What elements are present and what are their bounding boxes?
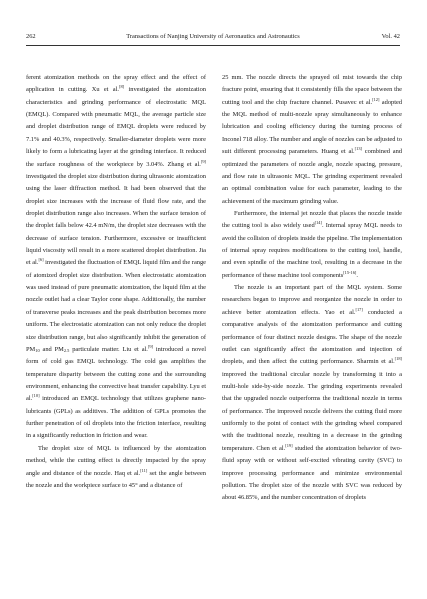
text-run: conducted a comparative analysis of the atomization performance and cutting performance of four distinct nozzle designs. The shape of the nozzle outlet can significantly affect the atomization and injection of droplets, and then affect the cutting performance. Sharmin et al. xyxy=(222,308,403,366)
text-run: introduced an EMQL technology that utilizes graphene nano-lubricants (GPLs) as additives. The addition of GPLs promotes the further penetration of oil droplets into the friction interface, resulting in a significantly reduction in friction and wear. xyxy=(26,395,206,440)
text-run: ferent atomization methods on the spray effect and the effect of application in cutting. Xu et al. xyxy=(26,74,206,94)
text-run: . Internal spray MQL needs to avoid the collision of droplets inside the pipeline. The implementation of internal spray requires modifications to the cutting tool, handle, and even spindle of the machine tool, resulting in a decrease in the performance of these machine tool components xyxy=(222,222,402,279)
text-run: The droplet size of MQL is influenced by the atomization method, while the cutting effect is directly impacted by the spray angle and distance of the nozzle. Haq et al. xyxy=(26,444,206,477)
citation: [9] xyxy=(147,344,154,350)
subscript: 10 xyxy=(35,348,40,354)
citation: [6] xyxy=(38,257,44,263)
left-column xyxy=(26,72,206,492)
right-column xyxy=(222,72,402,505)
text-run: combined and optimized the parameters of nozzle angle, nozzle spacing, pressure, and flow rate in ultrasonic MQL. The grinding experiment revealed an optimal combination value for each parameter, leading to the achievement of the maximum grinding value. xyxy=(222,148,403,205)
citation: [18] xyxy=(394,356,402,362)
text-run: . xyxy=(356,271,358,279)
citation: [9] xyxy=(200,158,206,164)
citation: [14] xyxy=(314,220,322,226)
citation: [10] xyxy=(32,393,40,399)
citation: [11] xyxy=(140,467,148,473)
text-run: investigated the droplet size distribution during ultrasonic atomization using the laser diffraction method. It had been observed that the droplet size increases with the increase of fluid flow rate, and the droplet distribution range also increases. When the surface tension of the droplet falls below 42.4 mN/m, the droplet size decreases with the decrease of surface tension. Furthermore, excessive or insufficient liquid viscosity will result in a more scattered droplet distribution. Jia et al. xyxy=(26,172,206,267)
paragraph xyxy=(26,72,206,443)
text-run: 25 mm. The nozzle directs the sprayed oil mist towards the chip fracture point, ensuring that it consistently fills the space between the cutting tool and the chip fracture channel. Pusavec et al. xyxy=(222,74,402,106)
paragraph xyxy=(222,208,402,282)
paragraph xyxy=(222,72,402,208)
text-run: studied the atomization behavior of two-fluid spray with or without self-excited vibrating cavity (SVC) to improve processing performance and minimize environmental pollution. The droplet size of the nozzle with SVC was reduced by about 46.85%, and the number concentration of droplets xyxy=(222,444,403,502)
text-run: improved the traditional circular nozzle by transforming it into a multi-hole side-by-side nozzle. The grinding experiments revealed that the upgraded nozzle outperforms the traditional nozzle in terms of performance. The improved nozzle delivers the cutting fluid more uniformly to the point of contact with the grinding wheel compared with the traditional nozzle, resulting in a decrease in the grinding temperature. Chen et al. xyxy=(222,370,402,452)
text-run: investigated the atomization characteristics and grinding performance of electrostatic MQL (EMQL). Compared with pneumatic MQL, the average particle size and droplet distribution range of EMQL droplets were reduced by 7.1% and 40.3%, respectively. Smaller-diameter droplets were more likely to form a lubricating layer at the grinding interface. It reduced the surface roughness of the workpiece by 3.04%. Zhang et al. xyxy=(26,86,206,168)
text-run: particulate matter. Liu et al. xyxy=(69,345,148,353)
paragraph xyxy=(222,282,402,504)
text-run: introduced a novel form of cold gas EMQL technology. The cold gas amplifies the temperature disparity between the cutting zone and the surrounding environment, enhancing the convective heat transfer capability. Lyu et al. xyxy=(26,345,206,403)
citation: [12] xyxy=(372,96,380,102)
running-header xyxy=(26,31,400,43)
text-run: The nozzle is an important part of the MQL system. Some researchers began to improve and reorganize the nozzle in order to achieve better atomization effects. Yao et al. xyxy=(222,284,402,316)
citation: [19] xyxy=(285,442,293,448)
page-number: 262 xyxy=(26,33,36,40)
text-run: and PM xyxy=(39,345,64,353)
citation: [15-16] xyxy=(343,269,357,275)
text-run: Furthermore, the internal jet nozzle that places the nozzle inside the cutting tool is also widely used xyxy=(222,209,402,230)
text-run: investigated the fluctuation of EMQL liquid film and the range of atomized droplet size distribution. When electrostatic atomization was used instead of pure pneumatic atomization, the liquid film at the nozzle outlet had a clear Taylor cone shape. Additionally, the number of transverse peaks increases and the peak distribution becomes more uniform. The electrostatic atomization can not only reduce the droplet size distribution range, but also significantly inhibit the generation of PM xyxy=(26,259,207,353)
text-run: set the angle between the nozzle and the workpiece surface to 45° and a distance of xyxy=(26,469,206,489)
paragraph xyxy=(26,443,206,492)
header-rule xyxy=(26,45,400,46)
text-run: adopted the MQL method of multi-nozzle spray simultaneously to enhance lubrication and cooling efficiency during the turning process of Inconel 718 alloy. The number and angle of nozzles can be adjusted to suit different processing parameters. Huang et al. xyxy=(222,98,403,156)
citation: [17] xyxy=(355,307,363,313)
citation: [8] xyxy=(119,84,125,90)
journal-title: Transactions of Nanjing University of Aeronautics and Astronautics xyxy=(126,33,300,40)
volume-label: Vol. 42 xyxy=(381,33,400,40)
citation: [13] xyxy=(354,146,362,152)
subscript: 2.5 xyxy=(63,348,70,354)
